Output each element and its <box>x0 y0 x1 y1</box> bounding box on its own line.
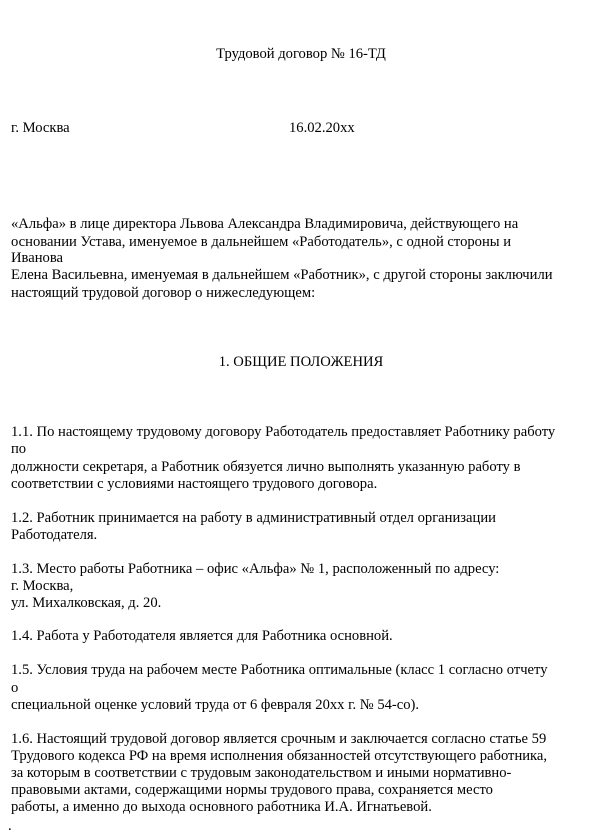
contract-city: г. Москва <box>11 120 70 136</box>
clause-line: г. Москва, <box>11 578 74 594</box>
clause-line: 1.1. По настоящему трудовому договору Работодатель предоставляет Работнику работу <box>11 424 556 440</box>
preamble-line: «Альфа» в лице директора Львова Александра Владимировича, действующего на <box>11 216 519 232</box>
clause-line: соответствии с условиями настоящего трудового договора. <box>11 476 378 492</box>
preamble-line: Иванова <box>11 250 63 266</box>
clause-line: Работодателя. <box>11 527 98 543</box>
clause-line: 1.3. Место работы Работника – офис «Альфа» № 1, расположенный по адресу: <box>11 561 500 577</box>
clause-line: 1.5. Условия труда на рабочем месте Работника оптимальные (класс 1 согласно отчету <box>11 662 548 678</box>
clause-line: по <box>11 441 27 457</box>
clause-line: ул. Михалковская, д. 20. <box>11 595 162 611</box>
clause-line: о <box>11 680 19 696</box>
clause-line: должности секретаря, а Работник обязуется лично выполнять указанную работу в <box>11 459 521 475</box>
clause-line: 1.6. Настоящий трудовой договор является срочным и заключается согласно статье 59 <box>11 731 547 747</box>
clause-line: за которым в соответствии с трудовым законодательством и иными нормативно- <box>11 765 512 781</box>
clause-line: Трудового кодекса РФ на время исполнения обязанностей отсутствующего работника, <box>11 748 548 764</box>
contract-date: 16.02.20хх <box>289 120 355 136</box>
clause-line: правовыми актами, содержащими нормы трудового права, сохраняется место <box>11 782 493 798</box>
document-title: Трудовой договор № 16-ТД <box>216 46 386 62</box>
preamble-line: основании Устава, именуемое в дальнейшем «Работодатель», с одной стороны и <box>11 234 512 250</box>
clause-line: 1.4. Работа у Работодателя является для Работника основной. <box>11 628 393 644</box>
clause-line: специальной оценке условий труда от 6 февраля 20хх г. № 54-со). <box>11 697 420 713</box>
trailing-mark: . <box>8 818 12 834</box>
preamble-line: настоящий трудовой договор о нижеследующем: <box>11 285 316 301</box>
clause-line: 1.2. Работник принимается на работу в административный отдел организации <box>11 510 496 526</box>
preamble-line: Елена Васильевна, именуемая в дальнейшем «Работник», с другой стороны заключили <box>11 267 553 283</box>
clause-line: работы, а именно до выхода основного работника И.А. Игнатьевой. <box>11 799 432 815</box>
section-heading: 1. ОБЩИЕ ПОЛОЖЕНИЯ <box>218 354 384 370</box>
